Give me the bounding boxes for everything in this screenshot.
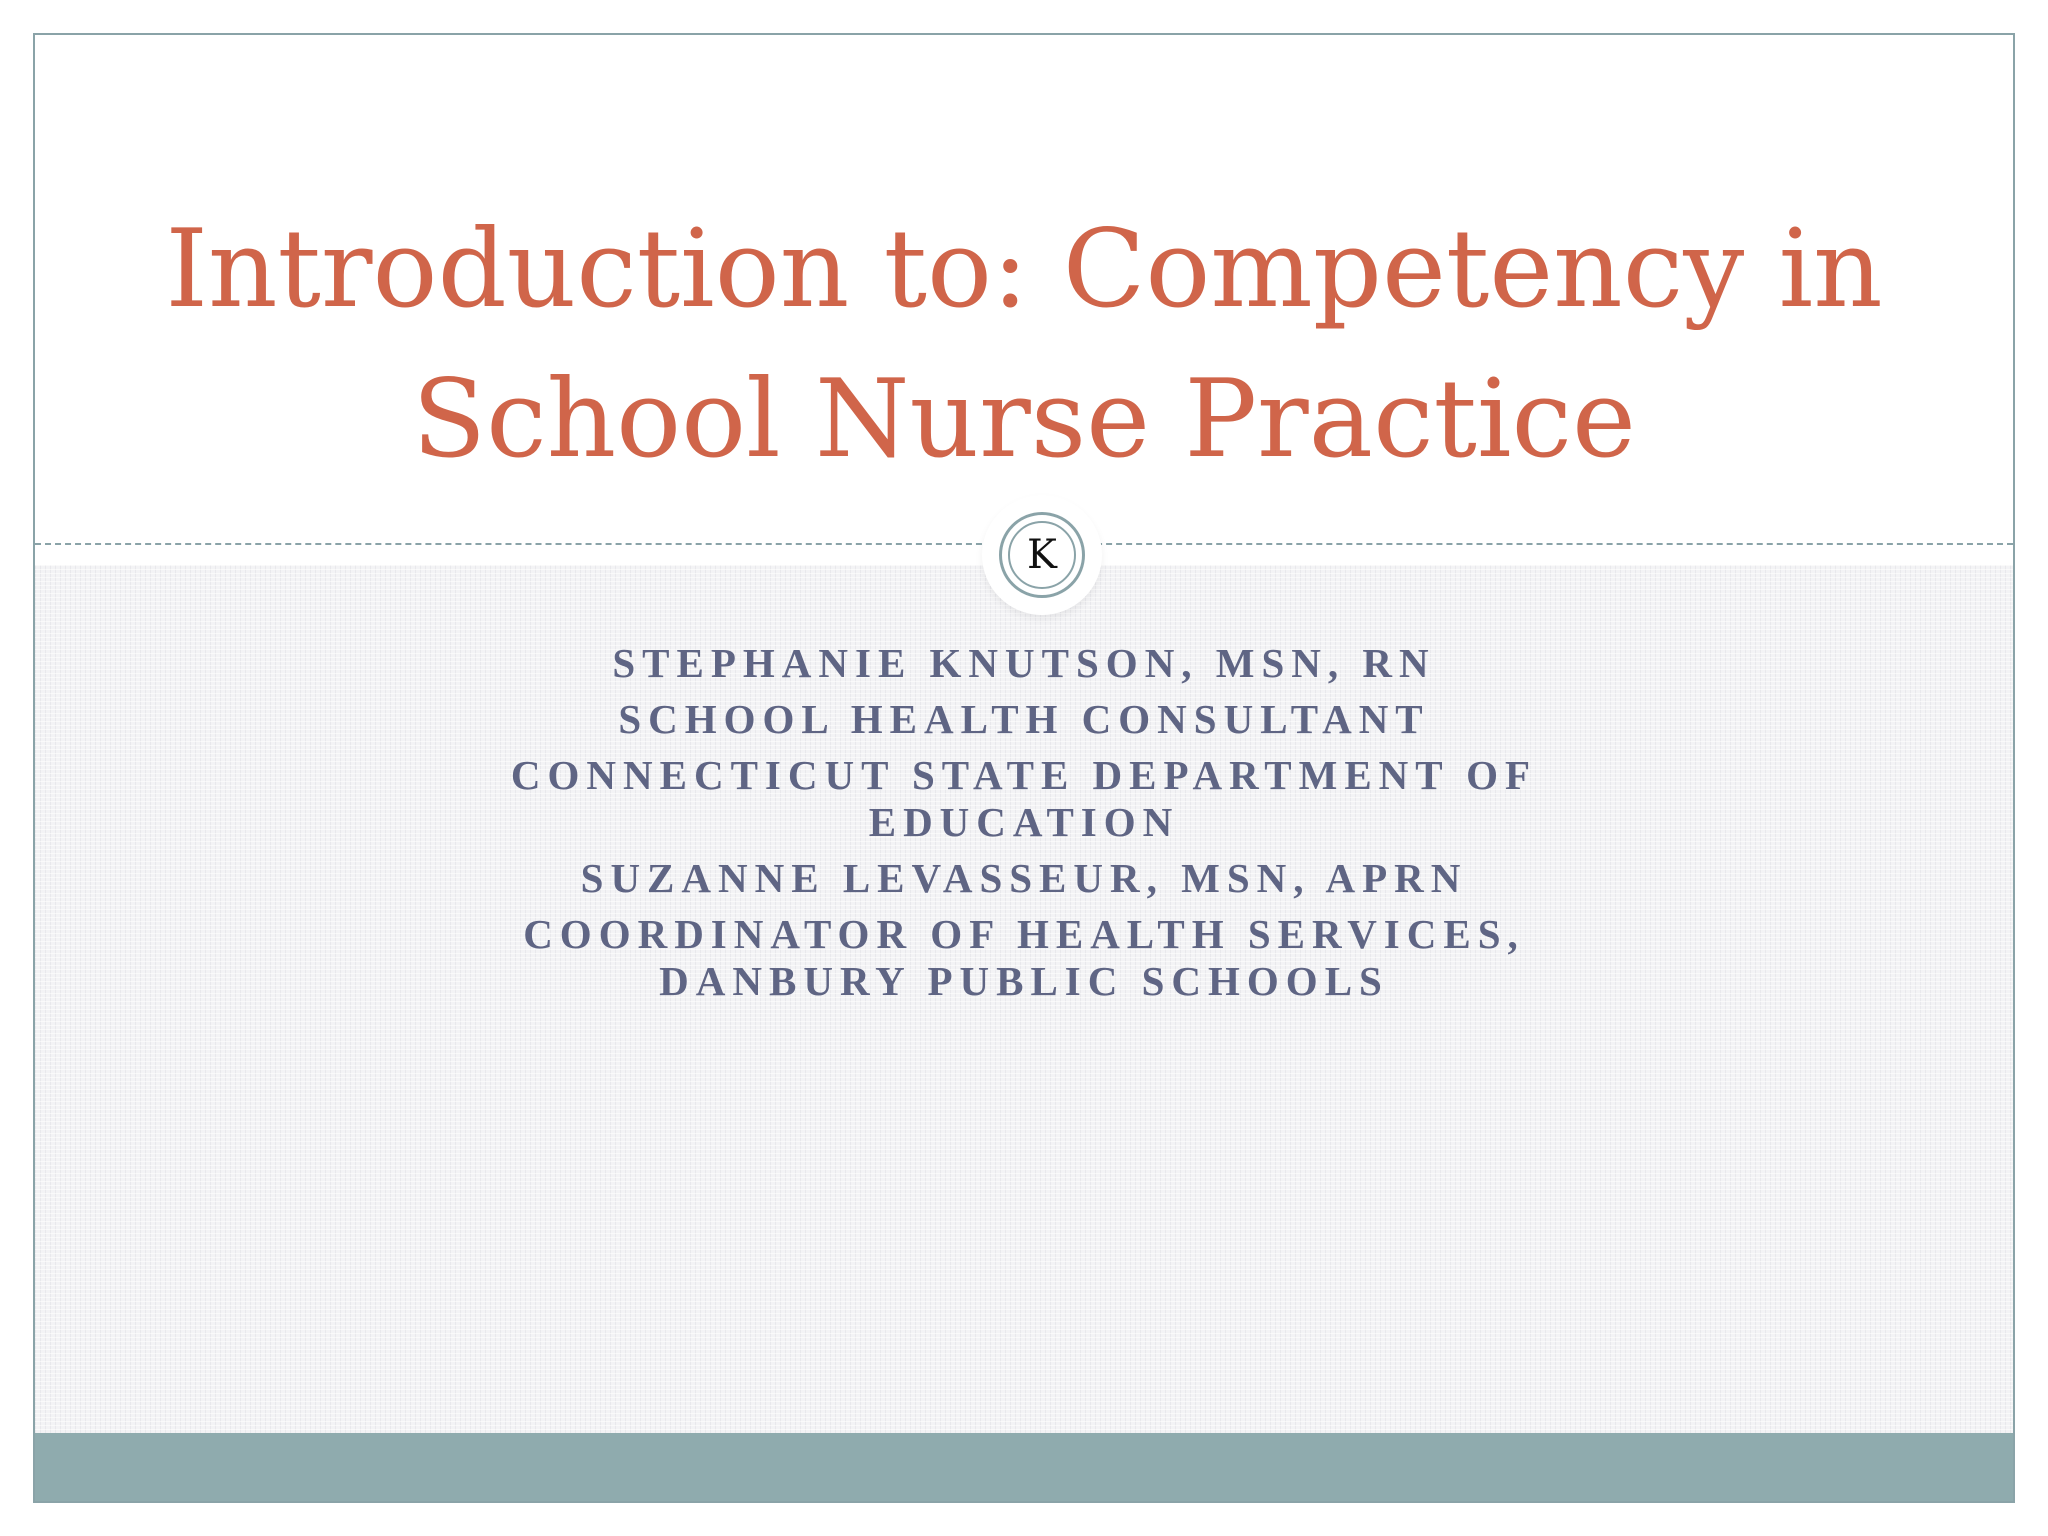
logo-badge — [999, 512, 1085, 598]
presenter-1-org-line-2: EDUCATION — [868, 799, 1180, 845]
title-region — [35, 35, 2013, 545]
footer-bar — [35, 1433, 2013, 1501]
presenter-1-org-line-1: CONNECTICUT STATE DEPARTMENT OF — [510, 752, 1538, 798]
title-slide — [33, 33, 2015, 1503]
slide-title-line-2: School Nurse Practice — [412, 357, 1636, 482]
slide-title — [35, 195, 2013, 495]
presenter-2-name: SUZANNE LEVASSEUR, MSN, APRN — [580, 855, 1468, 901]
presenter-2-role-line-2: DANBURY PUBLIC SCHOOLS — [659, 958, 1389, 1004]
presenter-info — [35, 640, 2013, 1005]
presenter-1-name: STEPHANIE KNUTSON, MSN, RN — [612, 640, 1436, 686]
badge-letter: K — [1008, 521, 1076, 589]
presenter-2-role-line-1: COORDINATOR OF HEALTH SERVICES, — [523, 911, 1525, 957]
slide-title-line-1: Introduction to: Competency in — [165, 207, 1883, 332]
presenter-1-role: SCHOOL HEALTH CONSULTANT — [618, 696, 1430, 742]
